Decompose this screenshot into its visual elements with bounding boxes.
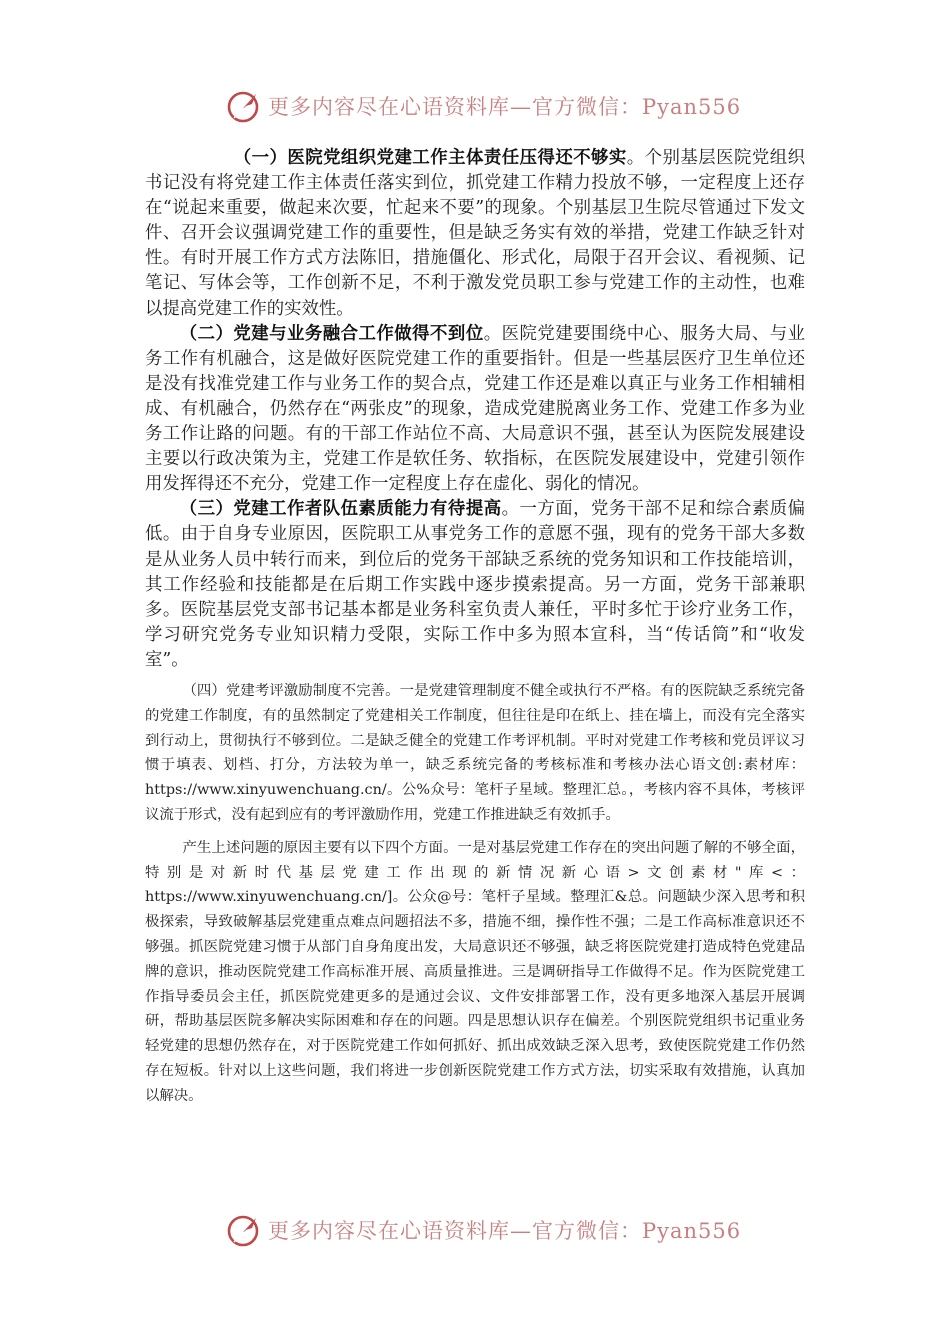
paragraph-5: 产生上述问题的原因主要有以下四个方面。一是对基层党建工作存在的突出问题了解的不够全面，特别是对新时代基层党建工作出现的新情况新心语>文创素材"库<：https://www.xinyuwenchuang.cn/]。公众@号：笔杆子星域。整理汇&总。问题缺少深入思考和积极探索，导致破解基层党建重点难点问题招法不多，措施不细，操作性不强；二是工作高标准意识还不够强。抓医院党建习惯于从部门自身角度出发，大局意识还不够强，缺乏将医院党建打造成特色党建品牌的意识，推动医院党建工作高标准开展、高质量推进。三是调研指导工作做得不足。作为医院党建工作指导委员会主任，抓医院党建更多的是通过会议、文件安排部署工作，没有更多地深入基层开展调研，帮助基层医院多解决实际困难和存在的问题。四是思想认识存在偏差。个别医院党组织书记重业务轻党建的思想仍然存在，对于医院党建工作如何抓好、抓出成效缺乏深入思考，致使医院党建工作仍然存在短板。针对以上这些问题，我们将进一步创新医院党建工作方式方法，切实采取有效措施，认真加以解决。 (145, 839, 805, 1104)
paragraph-1 (145, 146, 805, 322)
paragraph-1-text: 。个别基层医院党组织书记没有将党建工作主体责任落实到位，抓党建工作精力投放不够，一定程度上还存在“说起来重要，做起来次要，忙起来不要”的现象。个别基层卫生院尽管通过下发文件、召开会议强调党建工作的重要性，但是缺乏务实有效的举措，党建工作缺乏针对性。有时开展工作方式方法陈旧，措施僵化、形式化，局限于召开会议、看视频、记笔记、写体会等，工作创新不足，不利于激发党员职工参与党建工作的主动性，也难以提高党建工作的实效性。 (145, 148, 805, 319)
header-banner-text: 更多内容尽在心语资料库—官方微信：Pyan556 (268, 95, 742, 119)
header-banner (226, 86, 741, 126)
document-body (145, 146, 805, 1118)
paragraph-1-heading: （一）医院党组织党建工作主体责任压得还不够实 (233, 148, 627, 168)
large-text-section (145, 146, 805, 673)
quill-logo-icon (226, 1212, 262, 1248)
small-text-section (145, 679, 805, 1109)
paragraph-3-heading: （三）党建工作者队伍素质能力有待提高 (179, 499, 502, 520)
quill-logo-icon (226, 88, 262, 124)
paragraph-4: （四）党建考评激励制度不完善。一是党建管理制度不健全或执行不严格。有的医院缺乏系统完备的党建工作制度，有的虽然制定了党建相关工作制度，但往往是印在纸上、挂在墙上，而没有完全落实到行动上，贯彻执行不够到位。二是缺乏健全的党建工作考评机制。平时对党建工作考核和党员评议习惯于填表、划档、打分，方法较为单一，缺乏系统完备的考核标准和考核办法心语文创:素材库：https://www.xinyuwenchuang.cn/。公%众号：笔杆子星域。整理汇总。，考核内容不具体，考核评议流于形式，没有起到应有的考评激励作用，党建工作推进缺乏有效抓手。 (145, 682, 805, 823)
paragraph-2-heading: （二）党建与业务融合工作做得不到位 (179, 323, 484, 344)
footer-banner (226, 1210, 741, 1250)
paragraph-2 (145, 322, 805, 498)
paragraph-3 (145, 497, 805, 673)
paragraph-3-text: 。一方面，党务干部不足和综合素质偏低。由于自身专业原因，医院职工从事党务工作的意愿不强，现有的党务干部大多数是从业务人员中转行而来，到位后的党务干部缺乏系统的党务知识和工作技能培训，其工作经验和技能都是在后期工作实践中逐步摸索提高。另一方面，党务干部兼职多。医院基层党支部书记基本都是业务科室负责人兼任，平时多忙于诊疗业务工作，学习研究党务专业知识精力受限，实际工作中多为照本宣科，当“传话筒”和“收发室”。 (145, 499, 805, 670)
paragraph-2-text: 。医院党建要围绕中心、服务大局、与业务工作有机融合，这是做好医院党建工作的重要指针。但是一些基层医疗卫生单位还是没有找准党建工作与业务工作的契合点，党建工作还是难以真正与业务工作相辅相成、有机融合，仍然存在“两张皮”的现象，造成党建脱离业务工作、党建工作多为业务工作让路的问题。有的干部工作站位不高、大局意识不强，甚至认为医院发展建设主要以行政决策为主，党建工作是软任务、软指标，在医院发展建设中，党建引领作用发挥得还不充分，党建工作一定程度上存在虚化、弱化的情况。 (145, 323, 805, 495)
footer-banner-text: 更多内容尽在心语资料库—官方微信：Pyan556 (268, 1219, 742, 1243)
